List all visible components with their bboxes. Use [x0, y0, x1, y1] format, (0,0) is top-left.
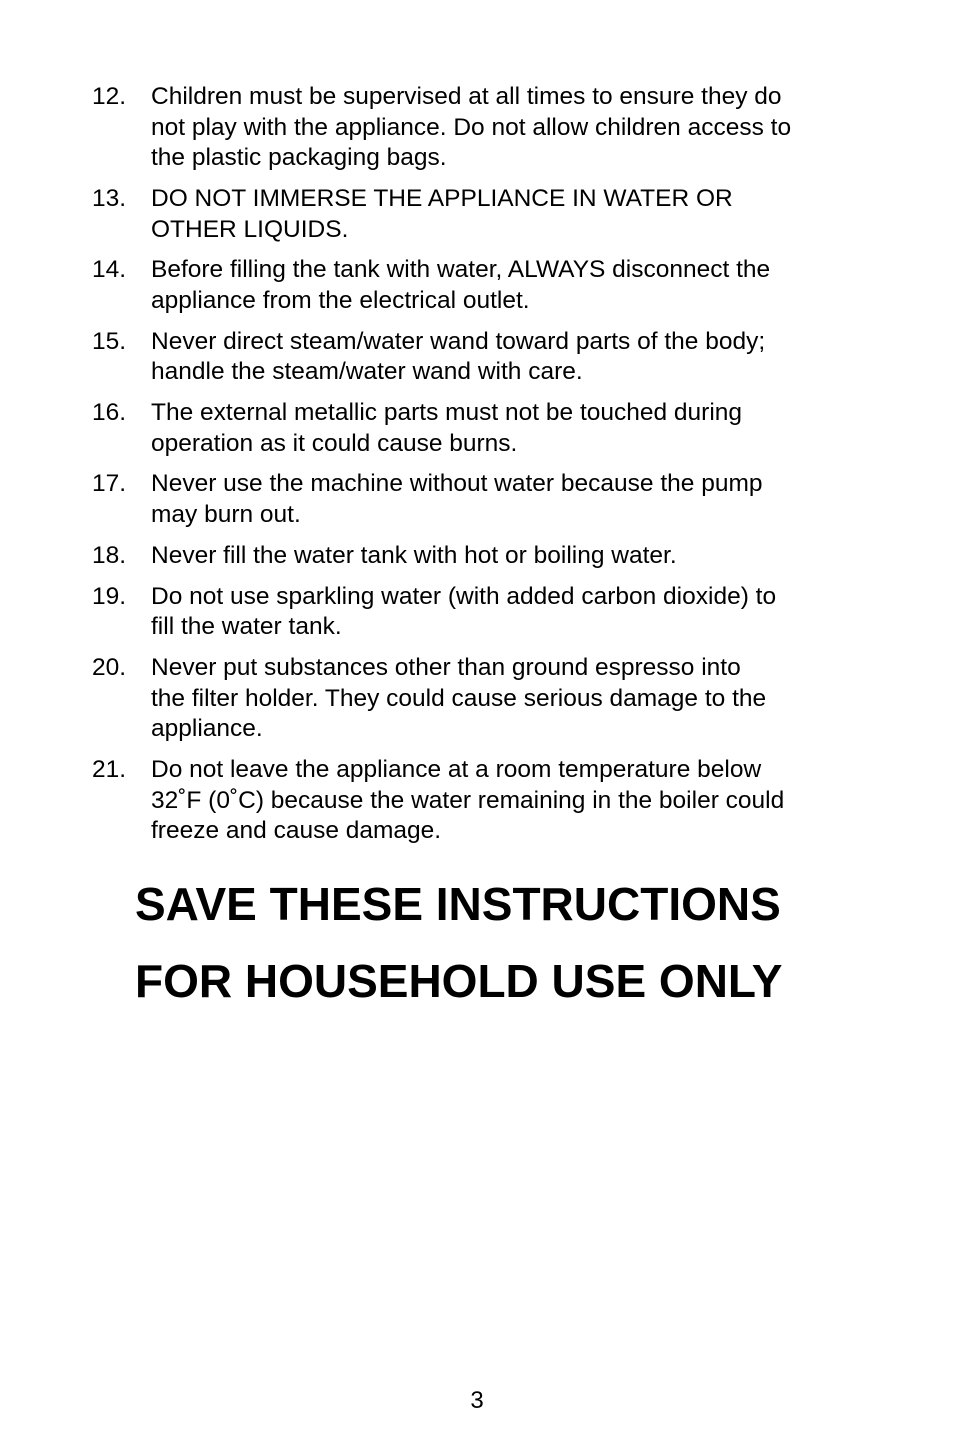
item-number: 12.: [92, 83, 127, 110]
item-number: 20.: [92, 654, 127, 681]
item-number: 17.: [92, 470, 127, 498]
list-item: [92, 755, 882, 847]
list-item: [92, 398, 882, 459]
item-number: 14.: [92, 256, 127, 284]
page-number: 3: [470, 1387, 484, 1414]
item-text: Never use the machine without water because the pump may burn out.: [151, 470, 763, 529]
list-item: [92, 469, 882, 530]
list-item: [92, 582, 882, 643]
safety-instructions-list: [92, 82, 882, 857]
item-text: Do not leave the appliance at a room temperature below 32˚F (0˚C) because the water remaining in the boiler could freeze and cause damage.: [151, 755, 785, 845]
item-text: Never fill the water tank with hot or boiling water.: [151, 541, 677, 569]
item-text: Do not use sparkling water (with added carbon dioxide) to fill the water tank.: [151, 582, 777, 641]
item-number: 19.: [92, 582, 127, 610]
household-use-heading: FOR HOUSEHOLD USE ONLY: [135, 955, 783, 1007]
item-number: 13.: [92, 184, 127, 212]
item-number: 18.: [92, 541, 127, 569]
list-item: [92, 255, 882, 316]
list-item: [92, 653, 882, 745]
item-number: 16.: [92, 399, 127, 427]
item-text: DO NOT IMMERSE THE APPLIANCE IN WATER OR OTHER LIQUIDS.: [151, 184, 733, 243]
list-item: [92, 327, 882, 388]
item-text: Children must be supervised at all times to ensure they do not play with the appliance. Do not allow children access to the plastic packaging bags.: [151, 83, 792, 172]
item-text: Before filling the tank with water, ALWAYS disconnect the appliance from the electrical outlet.: [151, 256, 771, 314]
list-item: [92, 541, 882, 572]
item-text: The external metallic parts must not be touched during operation as it could cause burns.: [151, 399, 743, 457]
item-number: 15.: [92, 327, 127, 355]
list-item: [92, 82, 882, 174]
item-text: Never direct steam/water wand toward parts of the body; handle the steam/water wand with care.: [151, 327, 766, 386]
item-text: Never put substances other than ground espresso into the filter holder. They could cause serious damage to the appliance.: [151, 654, 767, 743]
save-instructions-heading: SAVE THESE INSTRUCTIONS: [135, 878, 781, 930]
list-item: [92, 184, 882, 245]
item-number: 21.: [92, 755, 127, 783]
